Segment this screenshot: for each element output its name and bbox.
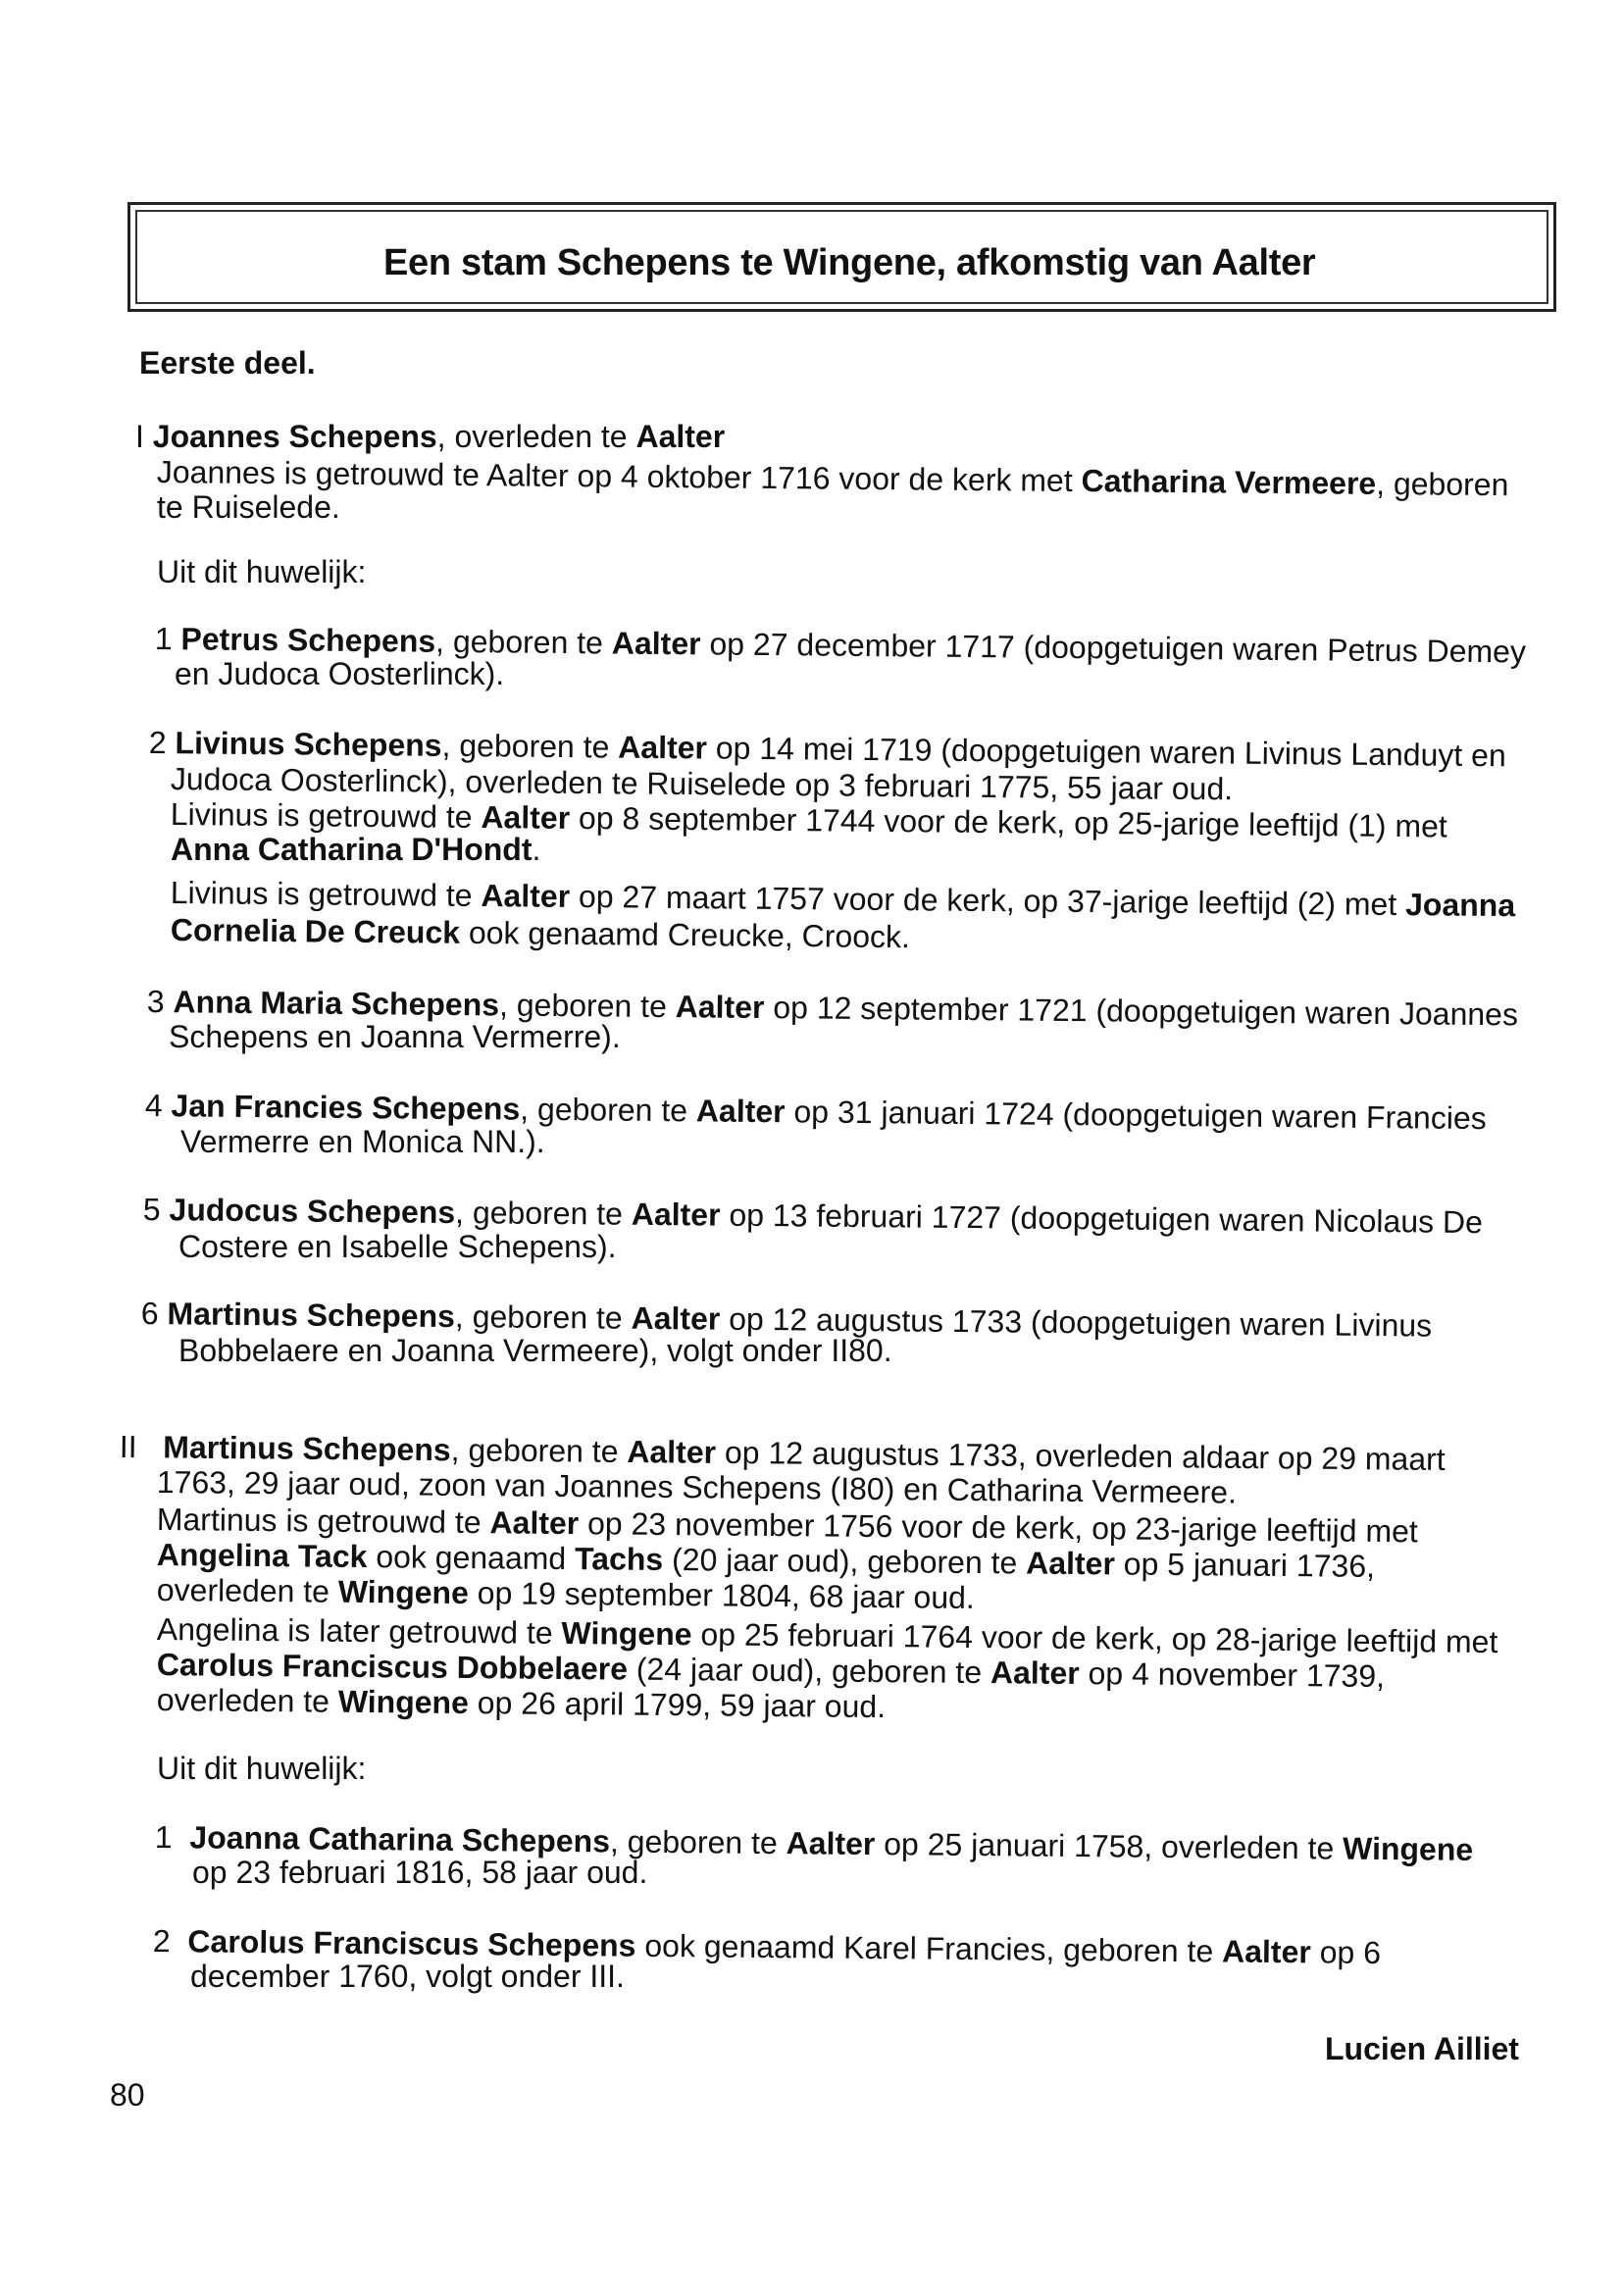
gen1-spouse: Catharina Vermeere bbox=[1081, 463, 1377, 501]
spouse-name: Anna Catharina D'Hondt bbox=[171, 832, 533, 867]
spouse-name: Cornelia De Creuck bbox=[170, 912, 461, 950]
gen1-child-5-cont: Costere en Isabelle Schepens). bbox=[178, 1229, 617, 1264]
gen2-child-1-cont: op 23 februari 1816, 58 jaar oud. bbox=[192, 1855, 648, 1890]
child-name: Joanna Catharina Schepens bbox=[189, 1819, 611, 1859]
child-number: 4 bbox=[144, 1088, 163, 1124]
gen1-child-4-cont: Vermerre en Monica NN.). bbox=[180, 1124, 545, 1159]
gen2-place: Aalter bbox=[489, 1504, 580, 1542]
child-number: 1 bbox=[154, 621, 173, 657]
gen2-place: Aalter bbox=[627, 1433, 717, 1470]
gen1-child-1-cont: en Judoca Oosterlinck). bbox=[175, 656, 505, 691]
child-text: op 12 september 1721 (doopgetuigen waren Joannes bbox=[764, 990, 1519, 1033]
child-text: , geboren te bbox=[498, 987, 676, 1025]
gen2-text: overleden te bbox=[156, 1682, 339, 1719]
gen2-child-2-cont: december 1760, volgt onder III. bbox=[190, 1959, 625, 1994]
child-text: ook genaamd Karel Francies, geboren te bbox=[635, 1927, 1223, 1969]
child-place: Aalter bbox=[631, 1299, 721, 1337]
child-number: 1 bbox=[154, 1819, 173, 1856]
punct: . bbox=[532, 832, 541, 867]
livinus-marriage-2-cont bbox=[171, 913, 910, 953]
marriage-text: Livinus is getrouwd te bbox=[170, 796, 482, 836]
gen2-place: Wingene bbox=[337, 1573, 470, 1611]
marriage-text: Livinus is getrouwd te bbox=[170, 875, 482, 914]
child-text: op 31 januari 1724 (doopgetuigen waren Francies bbox=[785, 1094, 1487, 1137]
child-place: Aalter bbox=[631, 1196, 721, 1233]
gen2-text: op 26 april 1799, 59 jaar oud. bbox=[468, 1685, 887, 1725]
title-box bbox=[127, 202, 1556, 312]
child-number: 2 bbox=[148, 725, 167, 761]
gen1-died-text: , overleden te bbox=[436, 419, 636, 454]
gen1-spouse-place: te Ruiselede. bbox=[157, 489, 340, 525]
gen1-child-2-cont: Judoca Oosterlinck), overleden te Ruiselede op 3 februari 1775, 55 jaar oud. bbox=[170, 761, 1234, 807]
gen2-uit: Uit dit huwelijk: bbox=[157, 1751, 367, 1786]
gen2-alias: Tachs bbox=[574, 1541, 664, 1577]
child-number: 5 bbox=[142, 1192, 161, 1228]
child-text: , geboren te bbox=[454, 1298, 632, 1336]
gen1-heading bbox=[135, 420, 725, 453]
child-text: op 14 mei 1719 (doopgetuigen waren Livinus Landuyt en bbox=[706, 730, 1506, 774]
page-number: 80 bbox=[110, 2077, 145, 2113]
child-place: Aalter bbox=[695, 1093, 786, 1130]
child-text: op 13 februari 1727 (doopgetuigen waren Nicolaus De bbox=[720, 1196, 1484, 1241]
child-place: Aalter bbox=[786, 1825, 876, 1862]
spouse-name: Joanna bbox=[1404, 887, 1516, 924]
child-place: Aalter bbox=[1221, 1933, 1311, 1970]
child-text: , geboren te bbox=[434, 623, 613, 661]
gen2-place: Wingene bbox=[337, 1683, 470, 1721]
gen2-place: Aalter bbox=[1026, 1545, 1116, 1582]
section-subtitle: Eerste deel. bbox=[139, 345, 316, 381]
marriage-text: op 8 september 1744 voor de kerk, op 25-jarige leeftijd (1) met bbox=[569, 799, 1447, 844]
gen2-place: Aalter bbox=[990, 1655, 1080, 1692]
child-name: Judocus Schepens bbox=[169, 1192, 456, 1231]
child-number: 2 bbox=[152, 1923, 171, 1960]
gen2-text: op 19 september 1804, 68 jaar oud. bbox=[468, 1575, 975, 1616]
child-text: op 12 augustus 1733 (doopgetuigen waren Livinus bbox=[720, 1300, 1433, 1344]
child-name: Carolus Franciscus Schepens bbox=[187, 1923, 636, 1963]
child-name: Petrus Schepens bbox=[180, 621, 436, 659]
child-text: , geboren te bbox=[520, 1091, 697, 1129]
gen2-line-8 bbox=[157, 1683, 887, 1723]
gen1-child-3-cont: Schepens en Joanna Vermerre). bbox=[169, 1019, 621, 1054]
gen2-place: Wingene bbox=[561, 1614, 692, 1653]
child-text: op 25 januari 1758, overleden te bbox=[875, 1826, 1344, 1866]
child-name: Jan Francies Schepens bbox=[171, 1088, 521, 1127]
marriage-text: op 27 maart 1757 voor de kerk, op 37-jarige leeftijd (2) met bbox=[569, 878, 1406, 923]
child-number: 3 bbox=[146, 984, 165, 1020]
author-name: Lucien Ailliet bbox=[1325, 2031, 1519, 2066]
child-place: Aalter bbox=[618, 729, 708, 766]
gen2-text: Martinus is getrouwd te bbox=[156, 1502, 490, 1541]
gen2-text: op 5 januari 1736, bbox=[1114, 1546, 1376, 1584]
child-place: Aalter bbox=[611, 625, 701, 662]
gen1-name: Joannes Schepens bbox=[152, 419, 437, 454]
gen2-numeral: II bbox=[119, 1429, 137, 1465]
gen2-spouse: Angelina Tack bbox=[156, 1537, 368, 1575]
child-text: , geboren te bbox=[441, 727, 619, 765]
gen2-text: op 23 november 1756 voor de kerk, op 23-jarige leeftijd met bbox=[579, 1505, 1418, 1550]
child-text: , geboren te bbox=[609, 1823, 787, 1861]
gen2-text: op 4 november 1739, bbox=[1079, 1655, 1386, 1695]
livinus-marriage-1-spouse bbox=[171, 833, 540, 866]
child-number: 6 bbox=[140, 1296, 159, 1332]
gen2-line-5 bbox=[157, 1573, 975, 1614]
gen1-uit: Uit dit huwelijk: bbox=[157, 554, 367, 589]
gen2-text: , geboren te bbox=[450, 1432, 628, 1469]
gen1-numeral: I bbox=[135, 419, 144, 454]
gen2-text: op 25 februari 1764 voor de kerk, op 28-jarige leeftijd met bbox=[691, 1616, 1498, 1660]
gen1-marriage-line bbox=[157, 455, 1509, 501]
marriage-text: ook genaamd Creucke, Croock. bbox=[459, 914, 911, 955]
child-place: Wingene bbox=[1342, 1830, 1474, 1867]
child-text: op 6 bbox=[1310, 1934, 1382, 1971]
gen1-child-6-cont: Bobbelaere en Joanna Vermeere), volgt onder II80. bbox=[178, 1333, 892, 1368]
child-text: , geboren te bbox=[454, 1195, 633, 1232]
gen1-spouse-born: , geboren bbox=[1375, 465, 1509, 503]
child-name: Anna Maria Schepens bbox=[173, 984, 500, 1023]
marriage-place: Aalter bbox=[481, 799, 571, 836]
child-name: Martinus Schepens bbox=[167, 1296, 456, 1335]
gen1-marriage-text: Joannes is getrouwd te Aalter op 4 oktober 1716 voor de kerk met bbox=[156, 454, 1082, 499]
page-title: Een stam Schepens te Wingene, afkomstig van Aalter bbox=[383, 242, 1316, 283]
gen2-text: Angelina is later getrouwd te bbox=[156, 1611, 562, 1651]
gen2-text: op 12 augustus 1733, overleden aldaar op 29 maart bbox=[715, 1434, 1446, 1477]
child-text: op 27 december 1717 (doopgetuigen waren Petrus Demey bbox=[700, 626, 1527, 670]
gen2-name: Martinus Schepens bbox=[163, 1429, 451, 1468]
gen2-text: ook genaamd bbox=[367, 1539, 576, 1577]
gen2-line-2: 1763, 29 jaar oud, zoon van Joannes Schepens (I80) en Catharina Vermeere. bbox=[156, 1464, 1238, 1510]
child-place: Aalter bbox=[675, 989, 765, 1026]
gen1-died-place: Aalter bbox=[635, 419, 726, 454]
gen2-spouse: Carolus Franciscus Dobbelaere bbox=[156, 1647, 629, 1687]
gen2-text: (24 jaar oud), geboren te bbox=[627, 1651, 991, 1691]
gen2-text: (20 jaar oud), geboren te bbox=[663, 1541, 1027, 1581]
gen2-text: overleden te bbox=[156, 1572, 339, 1609]
marriage-place: Aalter bbox=[481, 878, 571, 914]
child-name: Livinus Schepens bbox=[175, 725, 442, 763]
